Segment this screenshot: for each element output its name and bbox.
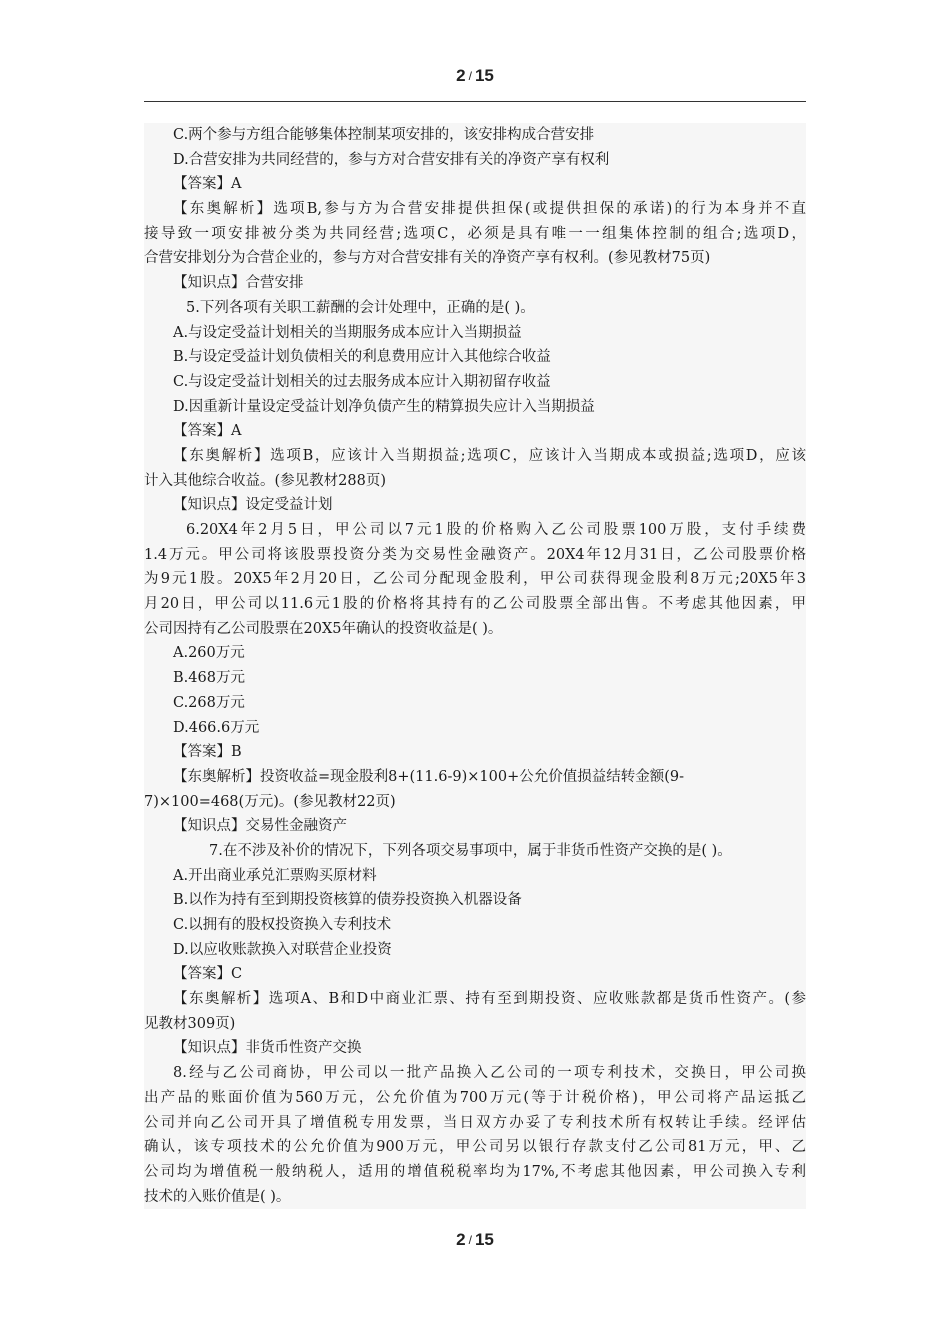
text-line: 见教材309页) xyxy=(144,1015,236,1032)
document-body xyxy=(144,123,806,1209)
text-line: B.468万元 xyxy=(173,670,245,687)
text-line: 出产品的账面价值为560万元，公允价值为700万元(等于计税价格)，甲公司将产品运抵乙 xyxy=(144,1089,806,1106)
footer-page-total: 15 xyxy=(474,1230,494,1249)
text-line: C.268万元 xyxy=(173,694,245,711)
text-line: 公司因持有乙公司股票在20X5年确认的投资收益是( )。 xyxy=(144,620,503,637)
text-line: B.以作为持有至到期投资核算的债券投资换入机器设备 xyxy=(173,892,522,909)
text-line: 【知识点】合营安排 xyxy=(173,275,304,292)
header-page-current: 2 xyxy=(456,66,466,85)
text-line: 公司均为增值税一般纳税人，适用的增值税税率均为17%,不考虑其他因素，甲公司换入专利 xyxy=(144,1163,806,1180)
text-line: 6.20X4年2月5日，甲公司以7元1股的价格购入乙公司股票100万股，支付手续费 xyxy=(186,522,806,538)
footer-page-number xyxy=(0,1230,950,1250)
text-line: D.以应收账款换入对联营企业投资 xyxy=(173,941,392,958)
text-line: 确认，该专项技术的公允价值为900万元，甲公司另以银行存款支付乙公司81万元，甲、乙 xyxy=(144,1139,806,1156)
text-line: C.两个参与方组合能够集体控制某项安排的，该安排构成合营安排 xyxy=(173,127,595,143)
text-line: 【答案】C xyxy=(173,966,243,983)
text-line: 【东奥解析】投资收益=现金股利8+(11.6-9)×100+公允价值损益结转金额(9- xyxy=(173,768,685,785)
text-line: 公司并向乙公司开具了增值税专用发票，当日双方办妥了专利技术所有权转让手续。经评估 xyxy=(144,1114,806,1131)
text-line: 5.下列各项有关职工薪酬的会计处理中，正确的是( )。 xyxy=(186,299,535,316)
text-line: 7)×100=468(万元)。(参见教材22页) xyxy=(144,793,396,810)
text-line: 【知识点】非货币性资产交换 xyxy=(173,1040,362,1057)
text-line: 【东奥解析】选项A、B和D中商业汇票、持有至到期投资、应收账款都是货币性资产。(参 xyxy=(173,991,806,1008)
text-line: 合营安排划分为合营企业的，参与方对合营安排有关的净资产享有权利。(参见教材75页) xyxy=(144,250,711,267)
text-line: A.与设定受益计划相关的当期服务成本应计入当期损益 xyxy=(173,324,522,341)
text-line: A.260万元 xyxy=(173,645,245,662)
text-line: 接导致一项安排被分类为共同经营;选项C，必须是具有唯一一组集体控制的组合;选项D， xyxy=(144,225,806,242)
text-line: A.开出商业承兑汇票购买原材料 xyxy=(173,867,377,884)
text-line: 7.在不涉及补价的情况下，下列各项交易事项中，属于非货币性资产交换的是( )。 xyxy=(209,842,732,859)
text-line: 为9元1股。20X5年2月20日，乙公司分配现金股利，甲公司获得现金股利8万元;20X5年3 xyxy=(144,571,806,588)
footer-page-separator: / xyxy=(468,1233,472,1247)
text-line: 【知识点】设定受益计划 xyxy=(173,497,333,514)
text-line: 【知识点】交易性金融资产 xyxy=(173,818,347,835)
text-line: D.合营安排为共同经营的，参与方对合营安排有关的净资产享有权利 xyxy=(173,151,610,168)
text-line: 技术的入账价值是( )。 xyxy=(144,1188,291,1205)
text-line: D.466.6万元 xyxy=(173,719,260,736)
header-page-total: 15 xyxy=(474,66,494,85)
text-line: 8.经与乙公司商协，甲公司以一批产品换入乙公司的一项专利技术，交换日，甲公司换 xyxy=(173,1065,806,1082)
header-divider xyxy=(144,101,806,102)
header-page-number xyxy=(0,66,950,86)
text-line: 【东奥解析】选项B，应该计入当期损益;选项C，应该计入当期成本或损益;选项D，应该 xyxy=(173,447,806,464)
text-line: 【东奥解析】选项B,参与方为合营安排提供担保(或提供担保的承诺)的行为本身并不直 xyxy=(173,201,806,218)
text-line: 月20日，甲公司以11.6元1股的价格将其持有的乙公司股票全部出售。不考虑其他因素，甲 xyxy=(144,596,806,613)
text-line: 【答案】B xyxy=(173,744,242,761)
text-line: B.与设定受益计划负债相关的利息费用应计入其他综合收益 xyxy=(173,349,551,366)
text-line: 【答案】A xyxy=(173,176,242,193)
text-line: C.以拥有的股权投资换入专利技术 xyxy=(173,917,392,933)
footer-page-current: 2 xyxy=(456,1230,466,1249)
text-line: D.因重新计量设定受益计划净负债产生的精算损失应计入当期损益 xyxy=(173,398,595,415)
text-line: 【答案】A xyxy=(173,423,242,440)
header-page-separator: / xyxy=(468,69,472,83)
text-line: C.与设定受益计划相关的过去服务成本应计入期初留存收益 xyxy=(173,373,551,390)
text-line: 计入其他综合收益。(参见教材288页) xyxy=(144,472,386,489)
text-line: 1.4万元。甲公司将该股票投资分类为交易性金融资产。20X4年12月31日，乙公司股票价格 xyxy=(144,546,806,563)
